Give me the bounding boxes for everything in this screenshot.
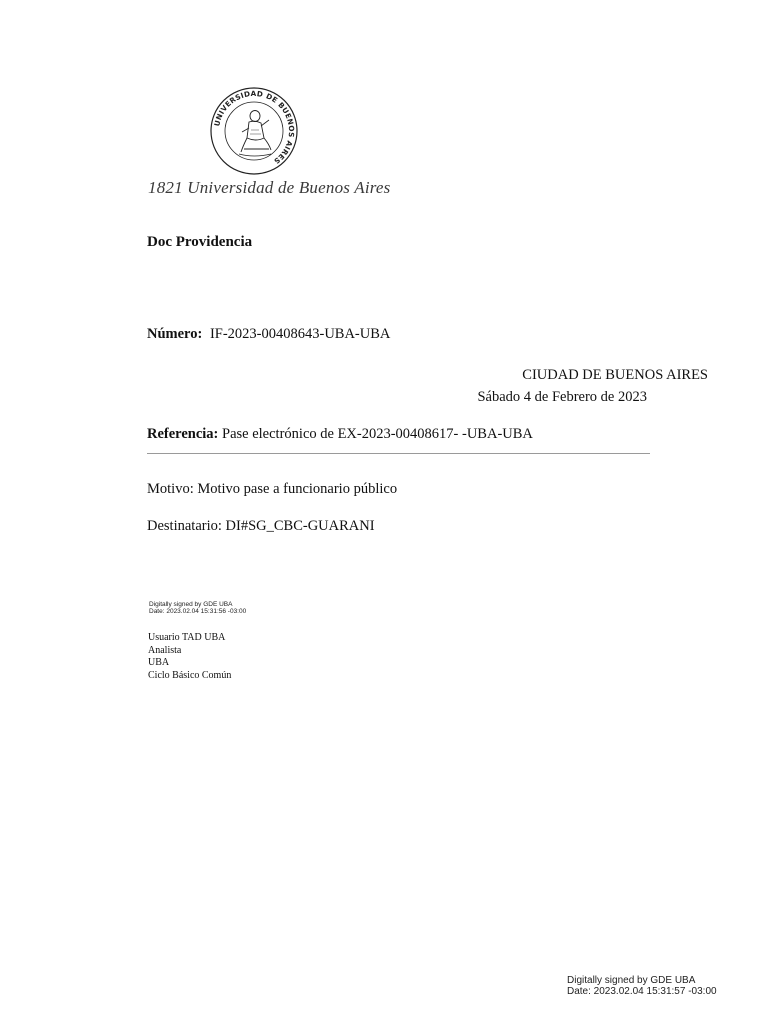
digital-signature-line2: Date: 2023.02.04 15:31:56 -03:00 bbox=[149, 607, 247, 615]
footer-signature-line2: Date: 2023.02.04 15:31:57 -03:00 bbox=[567, 985, 717, 997]
numero-label: Número: bbox=[147, 326, 203, 342]
digital-signature-stamp bbox=[149, 602, 246, 615]
footer-signature-line1: Digitally signed by GDE UBA bbox=[567, 975, 696, 986]
divider bbox=[147, 453, 650, 454]
document-city: CIUDAD DE BUENOS AIRES bbox=[522, 367, 708, 383]
document-number bbox=[147, 326, 390, 343]
svg-text:UNIVERSIDAD DE BUENOS AIRES: UNIVERSIDAD DE BUENOS AIRES bbox=[212, 88, 297, 166]
digital-signature-line1: Digitally signed by GDE UBA bbox=[149, 601, 233, 608]
signer-name: Usuario TAD UBA bbox=[148, 632, 226, 643]
signer-org: UBA bbox=[148, 657, 170, 668]
document-title: Doc Providencia bbox=[147, 234, 253, 250]
signer-unit: Ciclo Básico Común bbox=[148, 669, 232, 681]
destinatario-text: Destinatario: DI#SG_CBC-GUARANI bbox=[147, 518, 375, 534]
numero-value: IF-2023-00408643-UBA-UBA bbox=[209, 326, 391, 342]
university-name: 1821 Universidad de Buenos Aires bbox=[148, 178, 391, 197]
referencia-value: Pase electrónico de EX-2023-00408617- -UBA-UBA bbox=[222, 426, 533, 442]
signer-block bbox=[148, 632, 231, 682]
referencia-label: Referencia: bbox=[147, 426, 219, 442]
document-reference bbox=[147, 426, 533, 443]
motivo-text: Motivo: Motivo pase a funcionario público bbox=[147, 481, 398, 497]
document-date: Sábado 4 de Febrero de 2023 bbox=[477, 389, 647, 405]
university-seal-icon bbox=[209, 86, 299, 176]
signer-role: Analista bbox=[148, 644, 182, 656]
footer-digital-signature bbox=[567, 976, 717, 997]
